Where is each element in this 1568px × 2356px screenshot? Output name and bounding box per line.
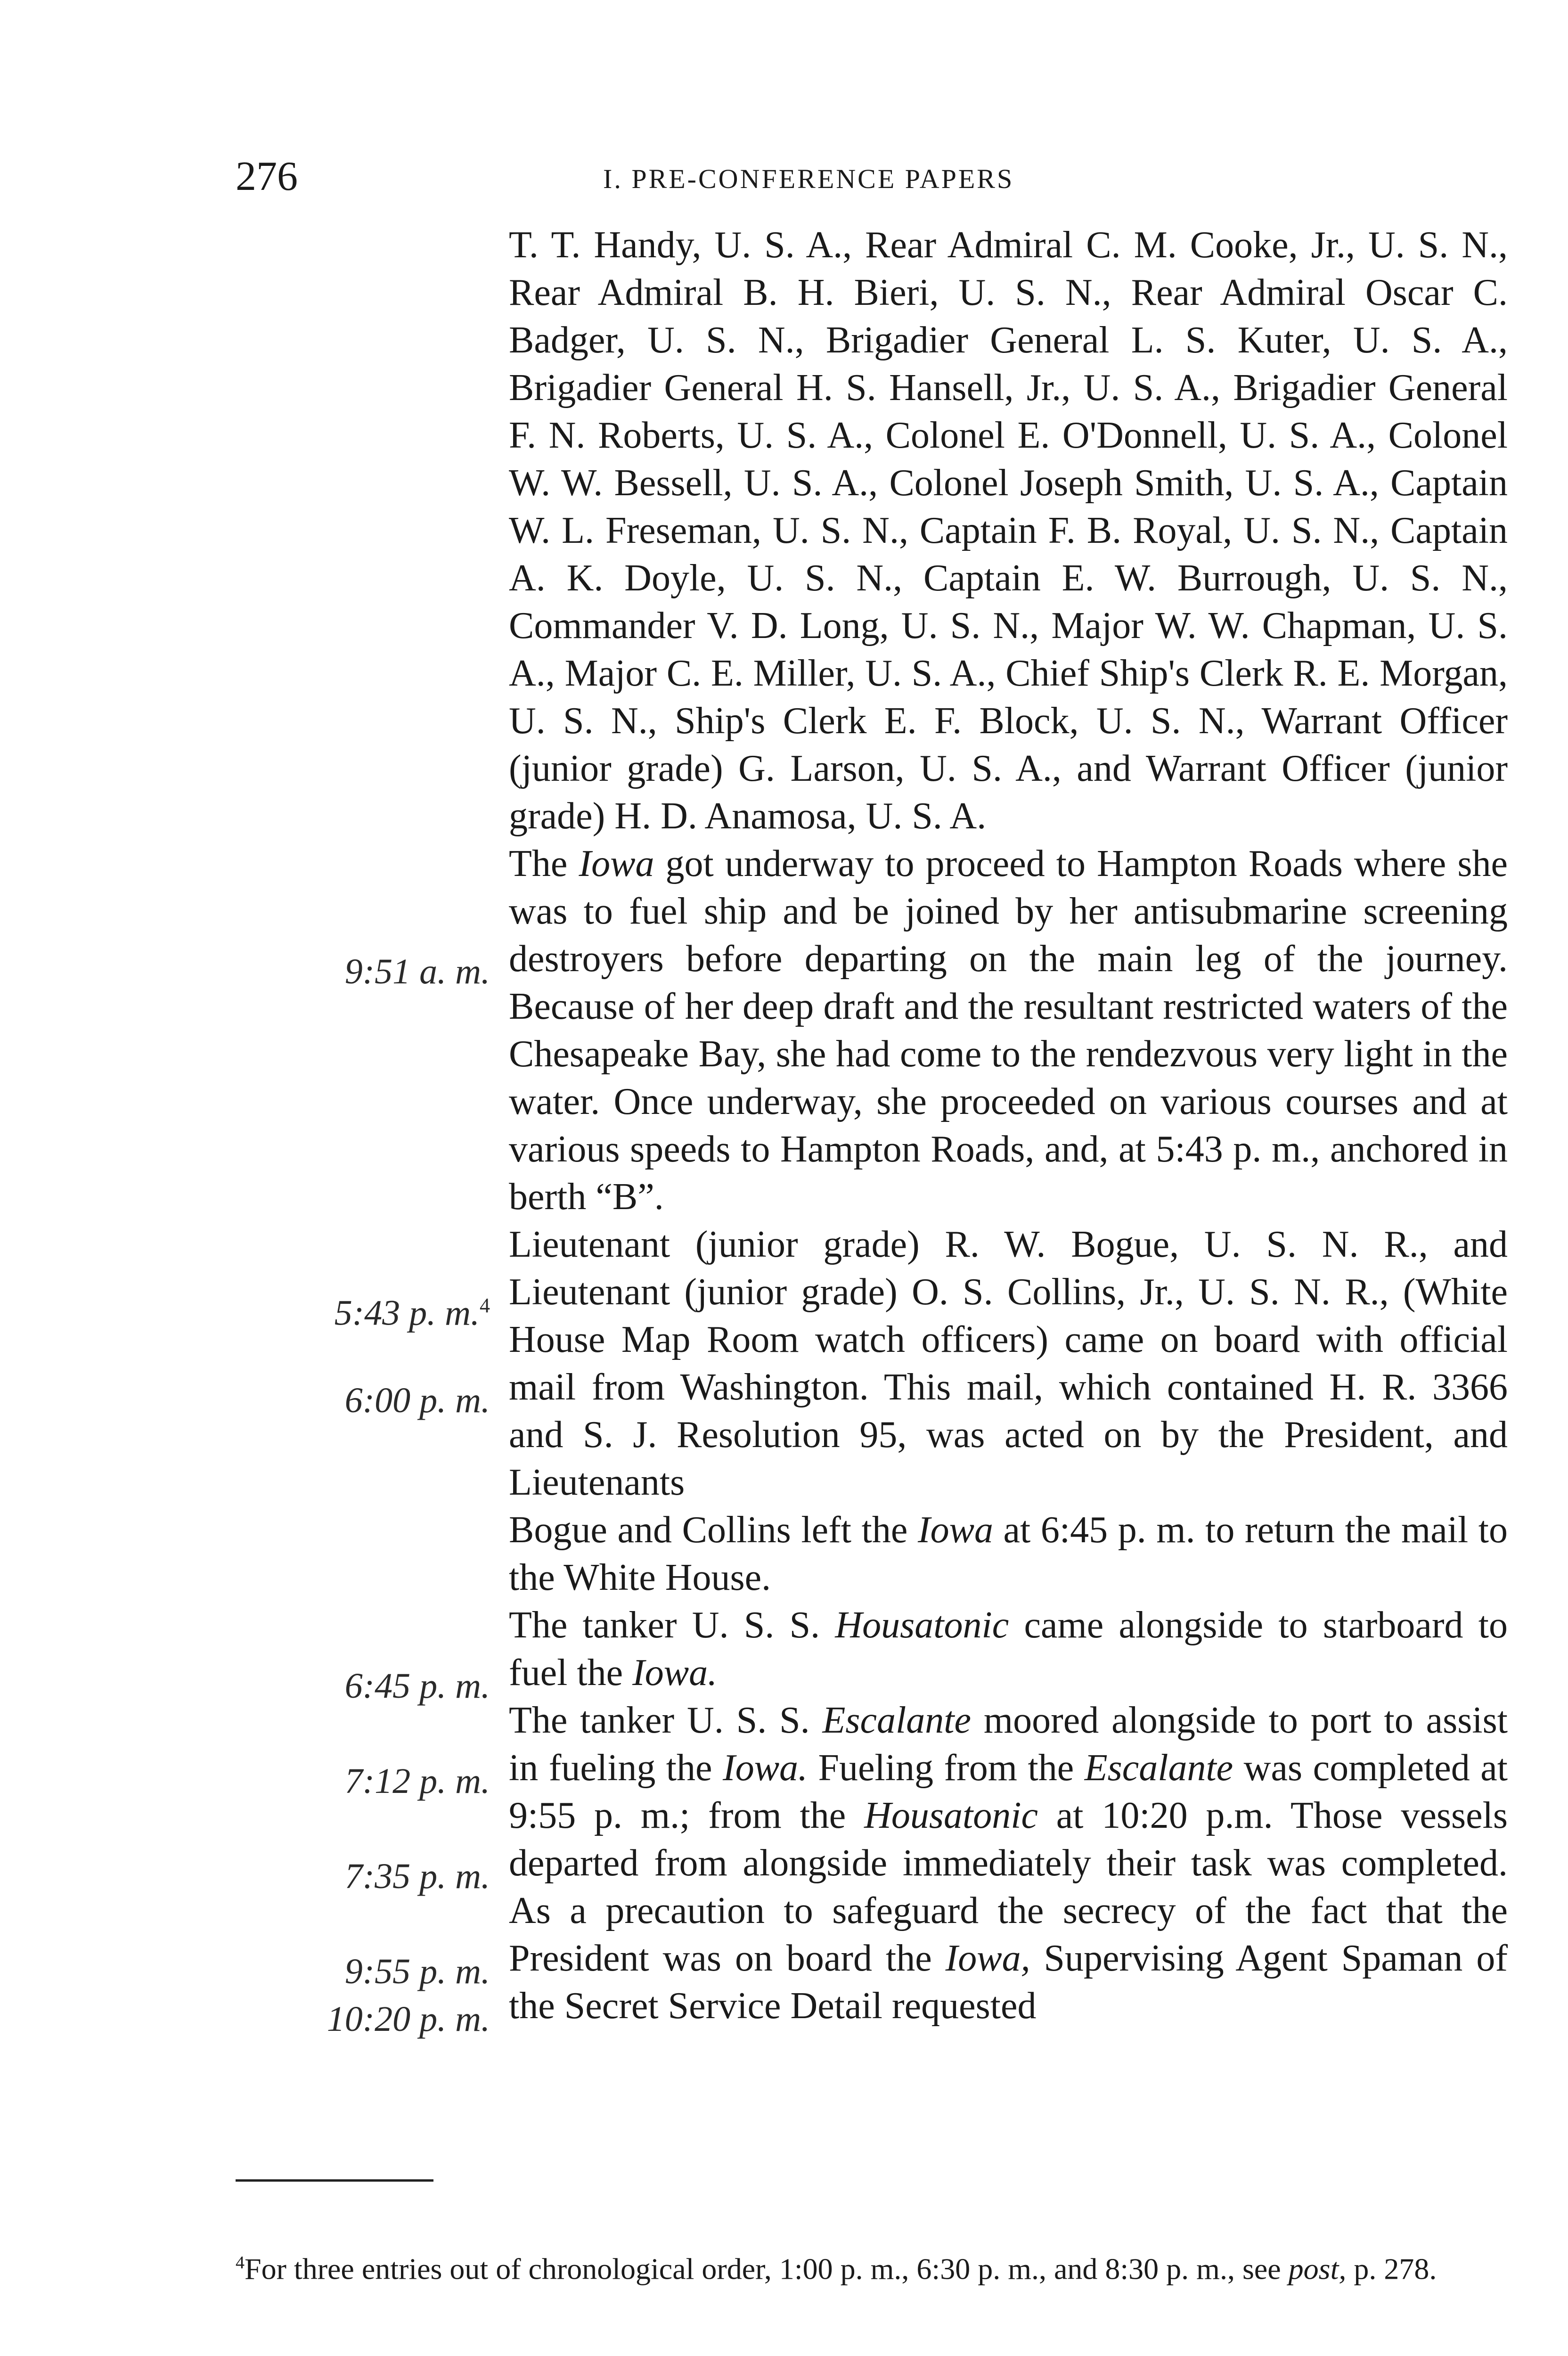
page-header [236, 151, 1508, 203]
footnote-text: For three entries out of chronological order, 1:00 p. m., 6:30 p. m., and 8:30 p. m., see [245, 2252, 1289, 2286]
ship-name: Escalante [1084, 1747, 1233, 1789]
page-number: 276 [236, 154, 298, 199]
footnote-italic: post, [1288, 2252, 1347, 2286]
ship-name: Iowa [579, 843, 654, 884]
text-run: at 6:45 p. m. to return the mail to the White House. [509, 1509, 1508, 1598]
margin-time-note-with-ref [245, 1282, 490, 1337]
text-run: at 10:20 p.m. Those vessels departed from alongside immediately their task was completed. As a precaution to safeguard the secrecy of the fact that the President was on board the [509, 1795, 1508, 1979]
margin-time-text: 5:43 p. m. [334, 1293, 480, 1333]
text-run: came alongside to starboard to fuel the [509, 1604, 1508, 1693]
paragraph-mail-return [509, 1506, 1508, 1602]
paragraph-attendees: T. T. Handy, U. S. A., Rear Admiral C. M. Cooke, Jr., U. S. N., Rear Admiral B. H. Bieri, U. S. N., Rear Admiral Oscar C. Badger, U. S. N., Brigadier General L. S. Kuter, U. S. A., Brigadier General H. S. Hansell, Jr., U. S. A., Brigadier General F. N. Roberts, U. S. A., Colonel E. O'Donnell, U. S. A., Colonel W. W. Bessell, U. S. A., Colonel Joseph Smith, U. S. A., Captain W. L. Freseman, U. S. N., Captain F. B. Royal, U. S. N., Captain A. K. Doyle, U. S. N., Captain E. W. Burrough, U. S. N., Commander V. D. Long, U. S. N., Major W. W. Chapman, U. S. A., Major C. E. Miller, U. S. A., Chief Ship's Clerk R. E. Morgan, U. S. N., Ship's Clerk E. F. Block, U. S. N., Warrant Officer (junior grade) G. Larson, U. S. A., and Warrant Officer (junior grade) H. D. Anamosa, U. S. A. [509, 224, 1508, 837]
text-run: moored alongside to port to assist in fueling the [509, 1700, 1508, 1789]
ship-name: Iowa, [945, 1938, 1030, 1979]
text-run: got underway to proceed to Hampton Roads where she was to fuel ship and be joined by her antisubmarine screening destroyers before departing on the main leg of the journey. Because of her deep draft and the resultant restricted waters of the Chesapeake Bay, she had come to the rendezvous very light in the water. Once underway, she proceeded on various courses and at various speeds to Hampton Roads, and, at 5:43 p. m., anchored in berth “B”. [509, 843, 1508, 1218]
footnote-ref: 4 [480, 1294, 490, 1317]
paragraph-underway [509, 840, 1508, 1221]
paragraph-housatonic [509, 1602, 1508, 1697]
footnote-rule [236, 2179, 433, 2182]
ship-name: Iowa. [632, 1652, 718, 1693]
text-run: Supervising Agent Spaman of the Secret Service Detail requested [509, 1938, 1508, 2027]
margin-time-note: 7:12 p. m. [344, 1761, 490, 1801]
margin-time-note: 9:51 a. m. [344, 952, 490, 991]
text-run: The tanker U. S. S. [509, 1700, 823, 1741]
footnote-marker: 4 [236, 2253, 245, 2273]
margin-time-note: 9:55 p. m. [344, 1952, 490, 1991]
paragraph-escalante [509, 1697, 1508, 2030]
ship-name: Iowa [917, 1509, 993, 1551]
running-head: I. PRE-CONFERENCE PAPERS [603, 164, 1014, 194]
margin-time-note: 10:20 p. m. [327, 1999, 490, 2039]
text-run: was completed at 9:55 p. m.; from the [509, 1747, 1508, 1836]
footnote [236, 2243, 1508, 2289]
margin-time-note: 6:00 p. m. [344, 1381, 490, 1420]
body-text [509, 221, 1508, 2030]
text-run: The tanker U. S. S. [509, 1604, 835, 1646]
text-run: Fueling from the [808, 1747, 1085, 1789]
margin-time-note: 6:45 p. m. [344, 1666, 490, 1706]
paragraph-mail: Lieutenant (junior grade) R. W. Bogue, U. S. N. R., and Lieutenant (junior grade) O. S. Collins, Jr., U. S. N. R., (White House Map Room watch officers) came on board with official mail from Washington. This mail, which contained H. R. 3366 and S. J. Resolution 95, was acted on by the President, and Lieutenants [509, 1224, 1508, 1503]
footnote-text: p. 278. [1346, 2252, 1437, 2286]
ship-name: Escalante [822, 1700, 971, 1741]
margin-time-note: 7:35 p. m. [344, 1857, 490, 1896]
text-run: Bogue and Collins left the [509, 1509, 918, 1551]
ship-name: Iowa. [723, 1747, 808, 1789]
ship-name: Housatonic [864, 1795, 1038, 1836]
text-run: The [509, 843, 579, 884]
ship-name: Housatonic [835, 1604, 1009, 1646]
